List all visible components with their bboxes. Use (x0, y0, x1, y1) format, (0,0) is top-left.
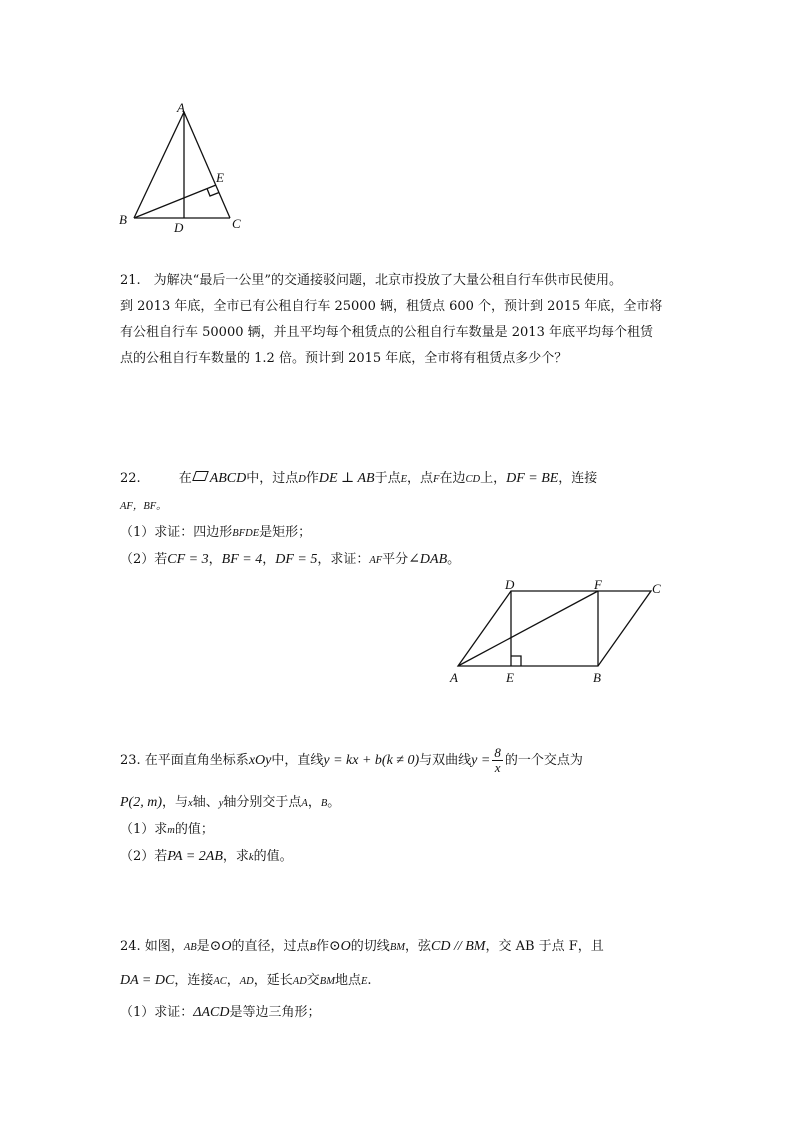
q21-line-3: 有公租自行车 50000 辆，并且平均每个租赁点的公租自行车数量是 2013 年底平均每个租赁 (120, 325, 653, 340)
q23-line-1: 23. 在平面直角坐标系xOy中，直线y = kx + b(k ≠ 0)与双曲线y = $\frac{8}{x}$ 的一个交点为 (120, 745, 583, 775)
q24-line-2: DA = DC，连接AC，AD，延长AD交BM地点E. (120, 973, 372, 988)
parallelogram-abcd (458, 591, 651, 666)
question-23 (120, 742, 680, 871)
question-22 (120, 466, 680, 574)
label-d: D (505, 577, 515, 592)
q22-number: 22. (120, 471, 141, 486)
right-angle-mark-e (511, 656, 521, 666)
q23-part-1: （1）求m的值； (120, 822, 214, 837)
label-c: C (652, 581, 661, 596)
q23-line-2: P(2, m)，与x轴、y轴分别交于点A，B。 (120, 795, 341, 810)
parallelogram-figure (445, 578, 675, 688)
q22-line-1: 22. 在 ABCD中，过点D作DE ⊥ AB于点E，点F在边CD上，DF = BE，连接 (120, 471, 598, 486)
triangle-figure (110, 100, 260, 240)
q22-part-2: （2）若CF = 3，BF = 4，DF = 5，求证：AF平分∠DAB。 (120, 552, 461, 567)
question-24 (120, 932, 680, 1026)
label-a: A (450, 670, 458, 685)
side-ac (184, 112, 230, 218)
segment-af (458, 591, 598, 666)
q21-line-4: 点的公租自行车数量的 1.2 倍。预计到 2015 年底，全市将有租赁点多少个？ (120, 351, 568, 366)
q24-part-1: （1）求证：ΔACD是等边三角形； (120, 1005, 321, 1020)
question-21 (120, 268, 680, 372)
side-ab (134, 112, 184, 218)
label-e: E (506, 670, 514, 685)
altitude-be (134, 185, 216, 218)
q24-line-1: 24. 如图，AB是⊙O的直径，过点B作⊙O的切线BM，弦CD // BM，交 AB 于点 F，且 (120, 939, 604, 954)
label-d: D (174, 220, 184, 235)
q21-line-1: 21. 为解决“最后一公里”的交通接驳问题，北京市投放了大量公租自行车供市民使用。 (120, 273, 622, 288)
label-b: B (119, 212, 127, 227)
parallelogram-icon (192, 471, 209, 481)
q23-part-2: （2）若PA = 2AB，求k的值。 (120, 849, 293, 864)
q21-line-2: 到 2013 年底，全市已有公租自行车 25000 辆，租赁点 600 个，预计到 2015 年底，全市将 (120, 299, 663, 314)
label-c: C (232, 216, 241, 231)
q22-line-2: AF，BF。 (120, 501, 167, 512)
label-e: E (216, 170, 224, 185)
label-b: B (593, 670, 601, 685)
q22-part-1: （1）求证：四边形BFDE是矩形； (120, 525, 312, 540)
label-f: F (594, 577, 602, 592)
label-a: A (177, 100, 185, 115)
fraction-8-over-x: $\frac{8}{x}$ (494, 745, 501, 775)
